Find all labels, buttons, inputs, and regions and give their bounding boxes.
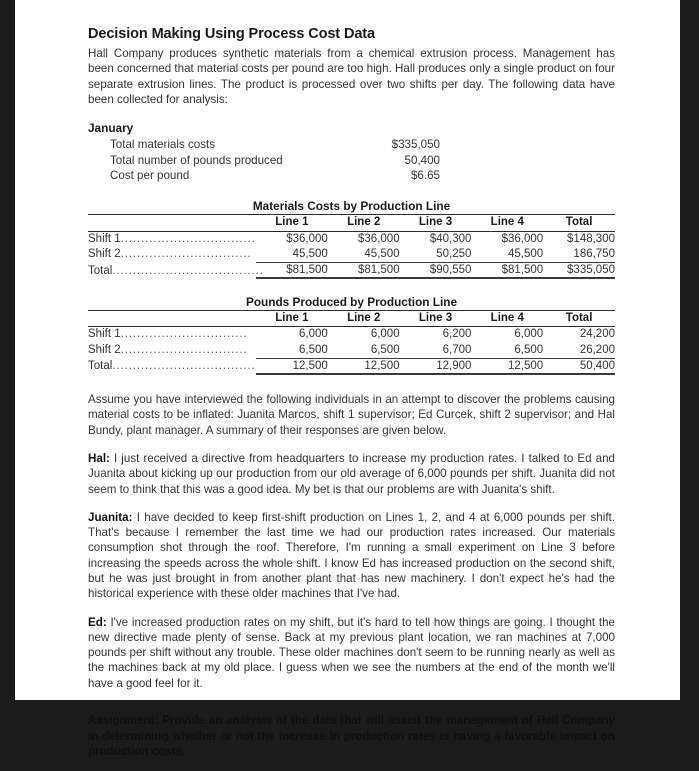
row-label-cell bbox=[88, 247, 256, 263]
column-header: Line 1 bbox=[256, 215, 328, 231]
table-row bbox=[88, 343, 615, 359]
leader-trail: . bbox=[259, 264, 264, 277]
table-cell: $40,300 bbox=[429, 232, 472, 245]
table-corner-cell bbox=[88, 311, 256, 327]
interview-intro-paragraph: Assume you have interviewed the following individuals in an attempt to discover the problems causing material costs to be inflated: Juanita Marcos, shift 1 supervisor; Ed Curcek, shift 2 supervisor; and Hal Bundy, plant manager. A summary of their responses are given below. bbox=[88, 393, 615, 437]
row-label-cell bbox=[88, 231, 256, 247]
row-label-cell bbox=[88, 263, 264, 279]
table-cell: 26,200 bbox=[543, 343, 615, 359]
pounds-produced-table-block bbox=[88, 295, 615, 375]
column-header: Total bbox=[543, 311, 615, 327]
column-header: Line 2 bbox=[328, 215, 400, 231]
table-cell: 12,500 bbox=[328, 358, 400, 374]
table-cell: 6,500 bbox=[256, 343, 328, 359]
row-label-cell bbox=[88, 327, 256, 343]
table-cell: 50,250 bbox=[400, 247, 472, 263]
row-label-cell bbox=[88, 358, 256, 374]
table-cell: $335,050 bbox=[543, 263, 615, 279]
table-row bbox=[88, 327, 615, 343]
table-cell: $36,000 bbox=[286, 232, 328, 245]
table-cell: 6,000 bbox=[514, 328, 544, 341]
table-cell: 12,500 bbox=[471, 358, 543, 374]
table-caption: Materials Costs by Production Line bbox=[88, 199, 615, 215]
period-label: January bbox=[88, 121, 134, 136]
table-header-row bbox=[88, 215, 615, 231]
summary-value: $6.65 bbox=[410, 169, 440, 182]
table-cell: 6,500 bbox=[471, 343, 543, 359]
leader-trail: . bbox=[251, 232, 256, 245]
column-header: Line 3 bbox=[400, 215, 472, 231]
intro-paragraph: Hall Company produces synthetic materials from a chemical extrusion process. Management has been concerned that material costs per pound are too high. Hall produces only a single product on four separate extrusion lines. The product is processed over two shifts per day. The following data have been collected for analysis: bbox=[88, 47, 615, 106]
table-header-row bbox=[88, 311, 615, 327]
interview-juanita-block bbox=[88, 510, 615, 602]
table-cell: 6,200 bbox=[442, 328, 472, 341]
column-header: Line 3 bbox=[400, 311, 472, 327]
document-content bbox=[88, 26, 615, 771]
table-row bbox=[88, 231, 615, 247]
speaker-name: Hal: bbox=[88, 451, 110, 465]
column-header: Line 2 bbox=[328, 311, 400, 327]
summary-label: Cost per pound bbox=[110, 169, 190, 182]
leader-dots: ............................... bbox=[120, 344, 248, 357]
column-header: Line 4 bbox=[471, 215, 543, 231]
row-label: Shift 1 bbox=[88, 232, 121, 245]
column-header: Line 1 bbox=[256, 311, 328, 327]
row-label: Shift 2 bbox=[88, 344, 121, 357]
speaker-name: Ed: bbox=[88, 615, 107, 629]
table-cell: 6,700 bbox=[400, 343, 472, 359]
speaker-text: I've increased production rates on my shift, but it's hard to tell how things are going. I thought the new directive made plenty of sense. Back at my previous plant location, we ran machines at 7,000 pounds per shift without any trouble. These older machines don't seem to be running nearly as well as the machines back at my old place. I guess when we see the numbers at the end of the month we'll have a good feel for it. bbox=[88, 615, 615, 690]
table-cell: $81,500 bbox=[256, 263, 328, 279]
pounds-produced-table bbox=[88, 311, 615, 375]
summary-label: Total number of pounds produced bbox=[110, 153, 283, 167]
summary-row bbox=[110, 153, 440, 168]
materials-costs-table bbox=[88, 215, 615, 279]
leader-dots: ............................... bbox=[120, 328, 248, 341]
table-corner-cell bbox=[88, 215, 256, 231]
table-cell: 24,200 bbox=[579, 328, 615, 341]
speaker-text: I have decided to keep first-shift production on Lines 1, 2, and 4 at 6,000 pounds per shift. That's because I remember the last time we had our production rates increased. Our materials consumption shot through the roof. Therefore, I'm running a small experiment on Line 3 before increasing the speeds across the whole shift. I know Ed has increased production on the second shift, but he was just brought in from another plant that has new machinery. I don't expect he's had the historical experience with these older machines that I've had. bbox=[88, 510, 615, 601]
page-title: Decision Making Using Process Cost Data bbox=[88, 26, 375, 42]
table-cell: 45,500 bbox=[256, 247, 328, 263]
table-cell: $81,500 bbox=[328, 263, 400, 279]
assignment-paragraph: Assignment: Provide an analysis of the data that will assist the management of Hall Company in determining whether or not the increase in production rates is having a favorable impact on production costs. bbox=[88, 714, 615, 759]
table-row bbox=[88, 247, 615, 263]
summary-row bbox=[110, 137, 440, 152]
row-label-cell bbox=[88, 343, 256, 359]
speaker-text: I just received a directive from headquarters to increase my production rates. I talked to Ed and Juanita about kicking up our production from our old average of 6,000 pounds per shift. Juanita did not seem to think that this was a good idea. My bet is that our problems are with Juanita's shift. bbox=[88, 451, 615, 496]
table-cell: $81,500 bbox=[471, 263, 543, 279]
leader-dots: .................................... bbox=[112, 264, 260, 277]
table-cell: $90,550 bbox=[400, 263, 472, 279]
table-cell: 50,400 bbox=[543, 358, 615, 374]
scanned-page bbox=[15, 0, 680, 759]
interview-ed-block bbox=[88, 615, 615, 691]
table-cell: 6,000 bbox=[299, 328, 328, 341]
table-row bbox=[88, 263, 615, 279]
interview-paragraph bbox=[88, 510, 615, 602]
summary-value: 50,400 bbox=[404, 153, 440, 167]
table-cell: $36,000 bbox=[358, 232, 400, 245]
table-cell: 45,500 bbox=[471, 247, 543, 263]
table-cell: 45,500 bbox=[328, 247, 400, 263]
summary-row bbox=[110, 168, 440, 183]
summary-label: Total materials costs bbox=[110, 138, 216, 152]
column-header: Total bbox=[543, 215, 615, 231]
row-label: Total bbox=[88, 360, 113, 373]
interview-paragraph bbox=[88, 451, 615, 497]
leader-dots: ................................ bbox=[120, 248, 252, 261]
interview-paragraph bbox=[88, 615, 615, 691]
summary-value: $335,050 bbox=[391, 138, 440, 152]
table-cell: 12,900 bbox=[400, 358, 472, 374]
row-label: Shift 1 bbox=[88, 328, 121, 341]
table-cell: 12,500 bbox=[256, 358, 328, 374]
table-cell: $148,300 bbox=[567, 232, 615, 245]
table-cell: 186,750 bbox=[543, 247, 615, 263]
table-row bbox=[88, 358, 615, 374]
leader-dots: ................................... bbox=[112, 360, 256, 373]
table-cell: 6,000 bbox=[370, 328, 400, 341]
table-caption: Pounds Produced by Production Line bbox=[88, 295, 615, 311]
interview-intro-block bbox=[88, 392, 615, 438]
table-cell: 6,500 bbox=[328, 343, 400, 359]
january-summary bbox=[110, 137, 440, 183]
row-label: Shift 2 bbox=[88, 248, 121, 261]
materials-costs-table-block bbox=[88, 199, 615, 279]
interview-hal-block bbox=[88, 451, 615, 497]
row-label: Total bbox=[88, 264, 113, 277]
column-header: Line 4 bbox=[471, 311, 543, 327]
speaker-name: Juanita: bbox=[88, 510, 133, 524]
table-cell: $36,000 bbox=[501, 232, 544, 245]
leader-dots: ................................ bbox=[120, 232, 252, 245]
